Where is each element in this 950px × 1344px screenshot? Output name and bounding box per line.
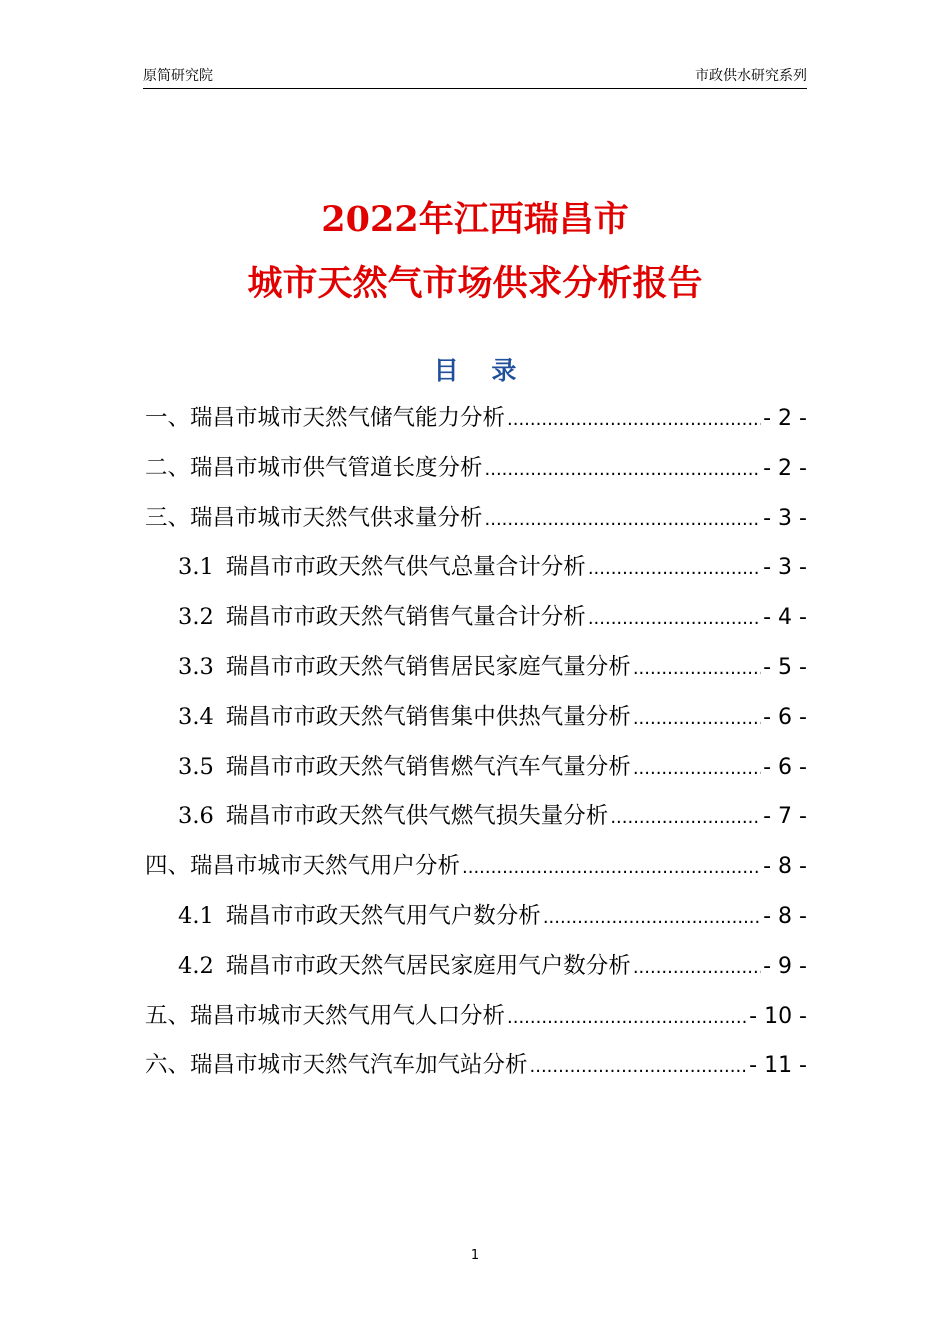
toc-leader-dots [507, 998, 747, 1036]
toc-entry-page: - 2 - [763, 455, 807, 481]
toc-entry-number: 3.1 [178, 554, 214, 581]
toc-entry-number: 3.4 [178, 703, 214, 730]
toc-entry-page: - 3 - [763, 505, 807, 531]
header-series: 市政供水研究系列 [695, 68, 807, 84]
toc-entry-title: 瑞昌市市政天然气供气燃气损失量分析 [225, 803, 609, 830]
toc-entry-title: 瑞昌市市政天然气居民家庭用气户数分析 [225, 952, 631, 979]
toc-entry-page: - 6 - [763, 754, 807, 780]
page-header [143, 66, 807, 89]
toc-entry-title: 四、瑞昌市城市天然气用户分析 [145, 853, 461, 880]
toc-leader-dots [543, 898, 761, 936]
toc-leader-dots [588, 599, 761, 637]
toc-entry-number: 4.1 [178, 903, 214, 929]
toc-entry-title: 三、瑞昌市城市天然气供求量分析 [145, 504, 483, 531]
toc-entry-title: 瑞昌市市政天然气销售燃气汽车气量分析 [225, 753, 631, 780]
toc-entry[interactable] [178, 796, 807, 836]
toc-entry-page: - 7 - [763, 804, 807, 830]
toc-leader-dots [633, 749, 761, 787]
toc-entry-title: 瑞昌市市政天然气销售气量合计分析 [225, 604, 586, 631]
toc-entry-title: 六、瑞昌市城市天然气汽车加气站分析 [145, 1052, 528, 1079]
toc-entry[interactable] [178, 697, 807, 737]
toc-leader-dots [530, 1047, 748, 1085]
toc-entry[interactable] [145, 996, 807, 1036]
toc-entry-title: 瑞昌市市政天然气供气总量合计分析 [225, 554, 586, 581]
toc-leader-dots [633, 649, 761, 687]
toc-entry-number: 3.5 [178, 753, 214, 780]
toc-leader-dots [633, 699, 761, 737]
header-org: 原简研究院 [143, 68, 213, 84]
toc-entry-number: 4.2 [178, 952, 214, 979]
toc-entry-page: - 4 - [763, 605, 807, 631]
toc-entry-title: 一、瑞昌市城市天然气储气能力分析 [145, 405, 506, 431]
toc-entry[interactable] [145, 448, 807, 488]
toc-entry-page: - 6 - [763, 704, 807, 730]
toc-leader-dots [485, 500, 762, 538]
toc-heading: 目 录 [433, 356, 529, 385]
toc-entry-page: - 9 - [763, 953, 807, 979]
toc-entry-page: - 8 - [763, 854, 807, 880]
toc-leader-dots [633, 948, 761, 986]
toc-leader-dots [462, 848, 761, 886]
toc-entry[interactable] [178, 547, 807, 587]
toc-entry-page: - 5 - [763, 655, 807, 680]
toc-entry[interactable] [145, 398, 807, 438]
toc-entry[interactable] [178, 896, 807, 936]
toc-entry-page: - 8 - [763, 904, 807, 929]
toc-entry-title: 瑞昌市市政天然气销售居民家庭气量分析 [225, 654, 631, 680]
toc-leader-dots [507, 400, 761, 438]
toc-entry[interactable] [178, 747, 807, 787]
toc-entry-title: 瑞昌市市政天然气销售集中供热气量分析 [225, 703, 631, 730]
toc-entry-page: - 11 - [749, 1053, 807, 1079]
toc-entry-page: - 10 - [749, 1003, 807, 1029]
toc-entry-number: 3.3 [178, 654, 214, 680]
toc-leader-dots [485, 450, 762, 488]
toc-entry-title: 瑞昌市市政天然气用气户数分析 [225, 903, 541, 929]
toc-entry-page: - 2 - [763, 406, 807, 431]
toc-leader-dots [610, 798, 761, 836]
toc-entry[interactable] [178, 647, 807, 687]
report-title-line1: 2022年江西瑞昌市 [321, 199, 629, 240]
page-number: 1 [470, 1248, 480, 1263]
toc-entry-number: 3.2 [178, 604, 214, 631]
toc-entry[interactable] [178, 946, 807, 986]
toc-entry[interactable] [145, 1045, 807, 1085]
report-title-line2: 城市天然气市场供求分析报告 [247, 263, 703, 304]
toc-entry-title: 五、瑞昌市城市天然气用气人口分析 [145, 1002, 506, 1029]
toc-entry-number: 3.6 [178, 803, 214, 830]
toc-entry[interactable] [145, 846, 807, 886]
toc-entry[interactable] [145, 498, 807, 538]
toc-leader-dots [588, 549, 761, 587]
toc-entry-page: - 3 - [763, 555, 807, 581]
toc-entry[interactable] [178, 597, 807, 637]
toc-entry-title: 二、瑞昌市城市供气管道长度分析 [145, 454, 483, 481]
